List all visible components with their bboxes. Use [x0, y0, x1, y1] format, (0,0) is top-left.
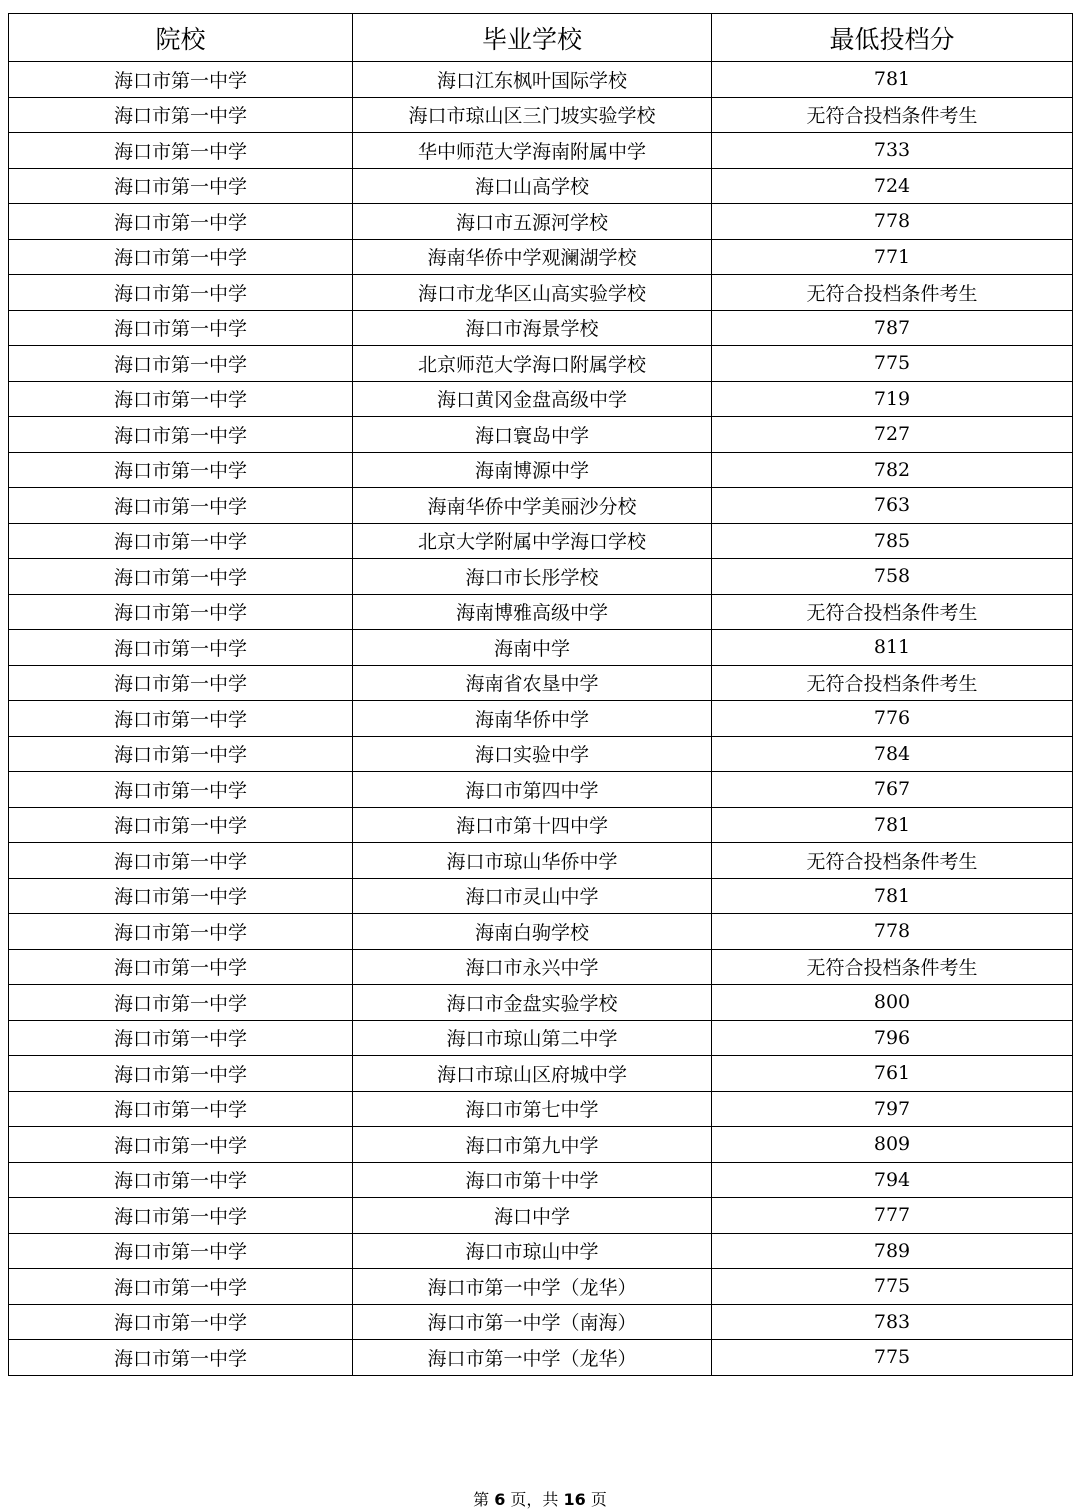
- table-row: [9, 878, 1073, 914]
- cell-graduation-school: 海口寰岛中学: [353, 417, 712, 453]
- table-row: [9, 559, 1073, 595]
- cell-college: 海口市第一中学: [9, 168, 353, 204]
- cell-graduation-school: 海南华侨中学观澜湖学校: [353, 239, 712, 275]
- cell-graduation-school: 海口市第四中学: [353, 772, 712, 808]
- cell-college: 海口市第一中学: [9, 1304, 353, 1340]
- admission-score-sheet: [8, 13, 1072, 1376]
- cell-college: 海口市第一中学: [9, 381, 353, 417]
- cell-min-score: 无符合投档条件考生: [712, 97, 1073, 133]
- cell-graduation-school: 海口中学: [353, 1198, 712, 1234]
- cell-min-score: 789: [712, 1233, 1073, 1269]
- page-footer: [0, 1487, 1080, 1510]
- table-row: [9, 1020, 1073, 1056]
- cell-min-score: 784: [712, 736, 1073, 772]
- cell-min-score: 794: [712, 1162, 1073, 1198]
- table-row: [9, 807, 1073, 843]
- cell-graduation-school: 海口市第一中学（龙华）: [353, 1269, 712, 1305]
- table-row: [9, 949, 1073, 985]
- table-row: [9, 1162, 1073, 1198]
- cell-college: 海口市第一中学: [9, 914, 353, 950]
- cell-college: 海口市第一中学: [9, 878, 353, 914]
- cell-min-score: 781: [712, 878, 1073, 914]
- table-row: [9, 204, 1073, 240]
- cell-min-score: 763: [712, 488, 1073, 524]
- cell-min-score: 727: [712, 417, 1073, 453]
- cell-graduation-school: 海口市琼山第二中学: [353, 1020, 712, 1056]
- table-row: [9, 97, 1073, 133]
- cell-min-score: 761: [712, 1056, 1073, 1092]
- cell-min-score: 767: [712, 772, 1073, 808]
- cell-graduation-school: 华中师范大学海南附属中学: [353, 133, 712, 169]
- cell-college: 海口市第一中学: [9, 1269, 353, 1305]
- table-row: [9, 1056, 1073, 1092]
- table-row: [9, 452, 1073, 488]
- header-min-score: 最低投档分: [712, 14, 1073, 62]
- cell-graduation-school: 海口市第一中学（龙华）: [353, 1340, 712, 1376]
- cell-college: 海口市第一中学: [9, 452, 353, 488]
- cell-min-score: 796: [712, 1020, 1073, 1056]
- table-row: [9, 346, 1073, 382]
- cell-college: 海口市第一中学: [9, 949, 353, 985]
- footer-prefix: 第: [473, 1490, 495, 1509]
- cell-min-score: 775: [712, 1269, 1073, 1305]
- table-row: [9, 1304, 1073, 1340]
- cell-college: 海口市第一中学: [9, 133, 353, 169]
- table-row: [9, 701, 1073, 737]
- cell-min-score: 781: [712, 62, 1073, 98]
- cell-college: 海口市第一中学: [9, 1056, 353, 1092]
- header-college: 院校: [9, 14, 353, 62]
- table-row: [9, 914, 1073, 950]
- cell-graduation-school: 海口黄冈金盘高级中学: [353, 381, 712, 417]
- table-row: [9, 310, 1073, 346]
- cell-graduation-school: 海口市琼山区府城中学: [353, 1056, 712, 1092]
- cell-min-score: 781: [712, 807, 1073, 843]
- table-row: [9, 1198, 1073, 1234]
- table-row: [9, 594, 1073, 630]
- cell-min-score: 778: [712, 914, 1073, 950]
- cell-college: 海口市第一中学: [9, 310, 353, 346]
- cell-graduation-school: 海口市第一中学（南海）: [353, 1304, 712, 1340]
- cell-min-score: 777: [712, 1198, 1073, 1234]
- table-row: [9, 630, 1073, 666]
- cell-graduation-school: 海南博雅高级中学: [353, 594, 712, 630]
- cell-college: 海口市第一中学: [9, 1233, 353, 1269]
- header-graduation-school: 毕业学校: [353, 14, 712, 62]
- cell-college: 海口市第一中学: [9, 1162, 353, 1198]
- cell-min-score: 776: [712, 701, 1073, 737]
- table-row: [9, 275, 1073, 311]
- cell-college: 海口市第一中学: [9, 665, 353, 701]
- table-row: [9, 417, 1073, 453]
- cell-min-score: 778: [712, 204, 1073, 240]
- cell-college: 海口市第一中学: [9, 559, 353, 595]
- cell-college: 海口市第一中学: [9, 1091, 353, 1127]
- cell-graduation-school: 海口市第十四中学: [353, 807, 712, 843]
- cell-min-score: 758: [712, 559, 1073, 595]
- table-row: [9, 1091, 1073, 1127]
- cell-college: 海口市第一中学: [9, 417, 353, 453]
- table-body: [9, 62, 1073, 1376]
- cell-min-score: 800: [712, 985, 1073, 1021]
- footer-middle: 页，共: [505, 1490, 564, 1509]
- cell-min-score: 771: [712, 239, 1073, 275]
- table-row: [9, 985, 1073, 1021]
- cell-college: 海口市第一中学: [9, 523, 353, 559]
- cell-min-score: 782: [712, 452, 1073, 488]
- table-row: [9, 1340, 1073, 1376]
- cell-graduation-school: 海口市琼山中学: [353, 1233, 712, 1269]
- cell-min-score: 775: [712, 346, 1073, 382]
- footer-page-number: 6: [494, 1490, 506, 1509]
- cell-graduation-school: 海口市永兴中学: [353, 949, 712, 985]
- cell-min-score: 无符合投档条件考生: [712, 843, 1073, 879]
- cell-min-score: 797: [712, 1091, 1073, 1127]
- cell-college: 海口市第一中学: [9, 488, 353, 524]
- table-row: [9, 1233, 1073, 1269]
- table-row: [9, 1269, 1073, 1305]
- cell-college: 海口市第一中学: [9, 275, 353, 311]
- cell-min-score: 811: [712, 630, 1073, 666]
- cell-min-score: 787: [712, 310, 1073, 346]
- cell-graduation-school: 海口市五源河学校: [353, 204, 712, 240]
- cell-min-score: 无符合投档条件考生: [712, 594, 1073, 630]
- table-row: [9, 1127, 1073, 1163]
- cell-min-score: 809: [712, 1127, 1073, 1163]
- cell-graduation-school: 海南博源中学: [353, 452, 712, 488]
- cell-college: 海口市第一中学: [9, 1198, 353, 1234]
- cell-college: 海口市第一中学: [9, 985, 353, 1021]
- cell-college: 海口市第一中学: [9, 843, 353, 879]
- cell-graduation-school: 海南华侨中学: [353, 701, 712, 737]
- cell-college: 海口市第一中学: [9, 346, 353, 382]
- table-row: [9, 239, 1073, 275]
- cell-college: 海口市第一中学: [9, 772, 353, 808]
- cell-college: 海口市第一中学: [9, 97, 353, 133]
- cell-graduation-school: 海口市第九中学: [353, 1127, 712, 1163]
- cell-graduation-school: 海口市龙华区山高实验学校: [353, 275, 712, 311]
- cell-min-score: 无符合投档条件考生: [712, 275, 1073, 311]
- cell-graduation-school: 海口市灵山中学: [353, 878, 712, 914]
- table-row: [9, 736, 1073, 772]
- footer-suffix: 页: [585, 1490, 607, 1509]
- table-row: [9, 381, 1073, 417]
- cell-graduation-school: 海口市琼山华侨中学: [353, 843, 712, 879]
- table-header-row: [9, 14, 1073, 62]
- cell-college: 海口市第一中学: [9, 807, 353, 843]
- cell-min-score: 719: [712, 381, 1073, 417]
- cell-graduation-school: 海口市海景学校: [353, 310, 712, 346]
- cell-college: 海口市第一中学: [9, 1127, 353, 1163]
- table-row: [9, 168, 1073, 204]
- cell-college: 海口市第一中学: [9, 736, 353, 772]
- cell-graduation-school: 海南省农垦中学: [353, 665, 712, 701]
- cell-graduation-school: 海南中学: [353, 630, 712, 666]
- cell-graduation-school: 北京大学附属中学海口学校: [353, 523, 712, 559]
- cell-college: 海口市第一中学: [9, 1340, 353, 1376]
- cell-graduation-school: 海南白驹学校: [353, 914, 712, 950]
- cell-min-score: 724: [712, 168, 1073, 204]
- cell-graduation-school: 海口市第七中学: [353, 1091, 712, 1127]
- cell-college: 海口市第一中学: [9, 594, 353, 630]
- cell-graduation-school: 海南华侨中学美丽沙分校: [353, 488, 712, 524]
- cell-graduation-school: 海口山高学校: [353, 168, 712, 204]
- cell-graduation-school: 海口实验中学: [353, 736, 712, 772]
- table-row: [9, 133, 1073, 169]
- table-row: [9, 523, 1073, 559]
- cell-college: 海口市第一中学: [9, 630, 353, 666]
- table-row: [9, 665, 1073, 701]
- cell-college: 海口市第一中学: [9, 239, 353, 275]
- cell-graduation-school: 海口市第十中学: [353, 1162, 712, 1198]
- cell-college: 海口市第一中学: [9, 204, 353, 240]
- table-row: [9, 62, 1073, 98]
- cell-graduation-school: 海口市琼山区三门坡实验学校: [353, 97, 712, 133]
- cell-min-score: 783: [712, 1304, 1073, 1340]
- admission-score-table: [8, 13, 1073, 1376]
- cell-graduation-school: 海口市长彤学校: [353, 559, 712, 595]
- cell-min-score: 无符合投档条件考生: [712, 949, 1073, 985]
- cell-college: 海口市第一中学: [9, 701, 353, 737]
- cell-college: 海口市第一中学: [9, 62, 353, 98]
- footer-total-pages: 16: [563, 1490, 586, 1509]
- cell-graduation-school: 北京师范大学海口附属学校: [353, 346, 712, 382]
- cell-graduation-school: 海口江东枫叶国际学校: [353, 62, 712, 98]
- cell-min-score: 733: [712, 133, 1073, 169]
- cell-min-score: 无符合投档条件考生: [712, 665, 1073, 701]
- table-row: [9, 488, 1073, 524]
- table-row: [9, 843, 1073, 879]
- cell-min-score: 785: [712, 523, 1073, 559]
- cell-graduation-school: 海口市金盘实验学校: [353, 985, 712, 1021]
- table-row: [9, 772, 1073, 808]
- cell-min-score: 775: [712, 1340, 1073, 1376]
- cell-college: 海口市第一中学: [9, 1020, 353, 1056]
